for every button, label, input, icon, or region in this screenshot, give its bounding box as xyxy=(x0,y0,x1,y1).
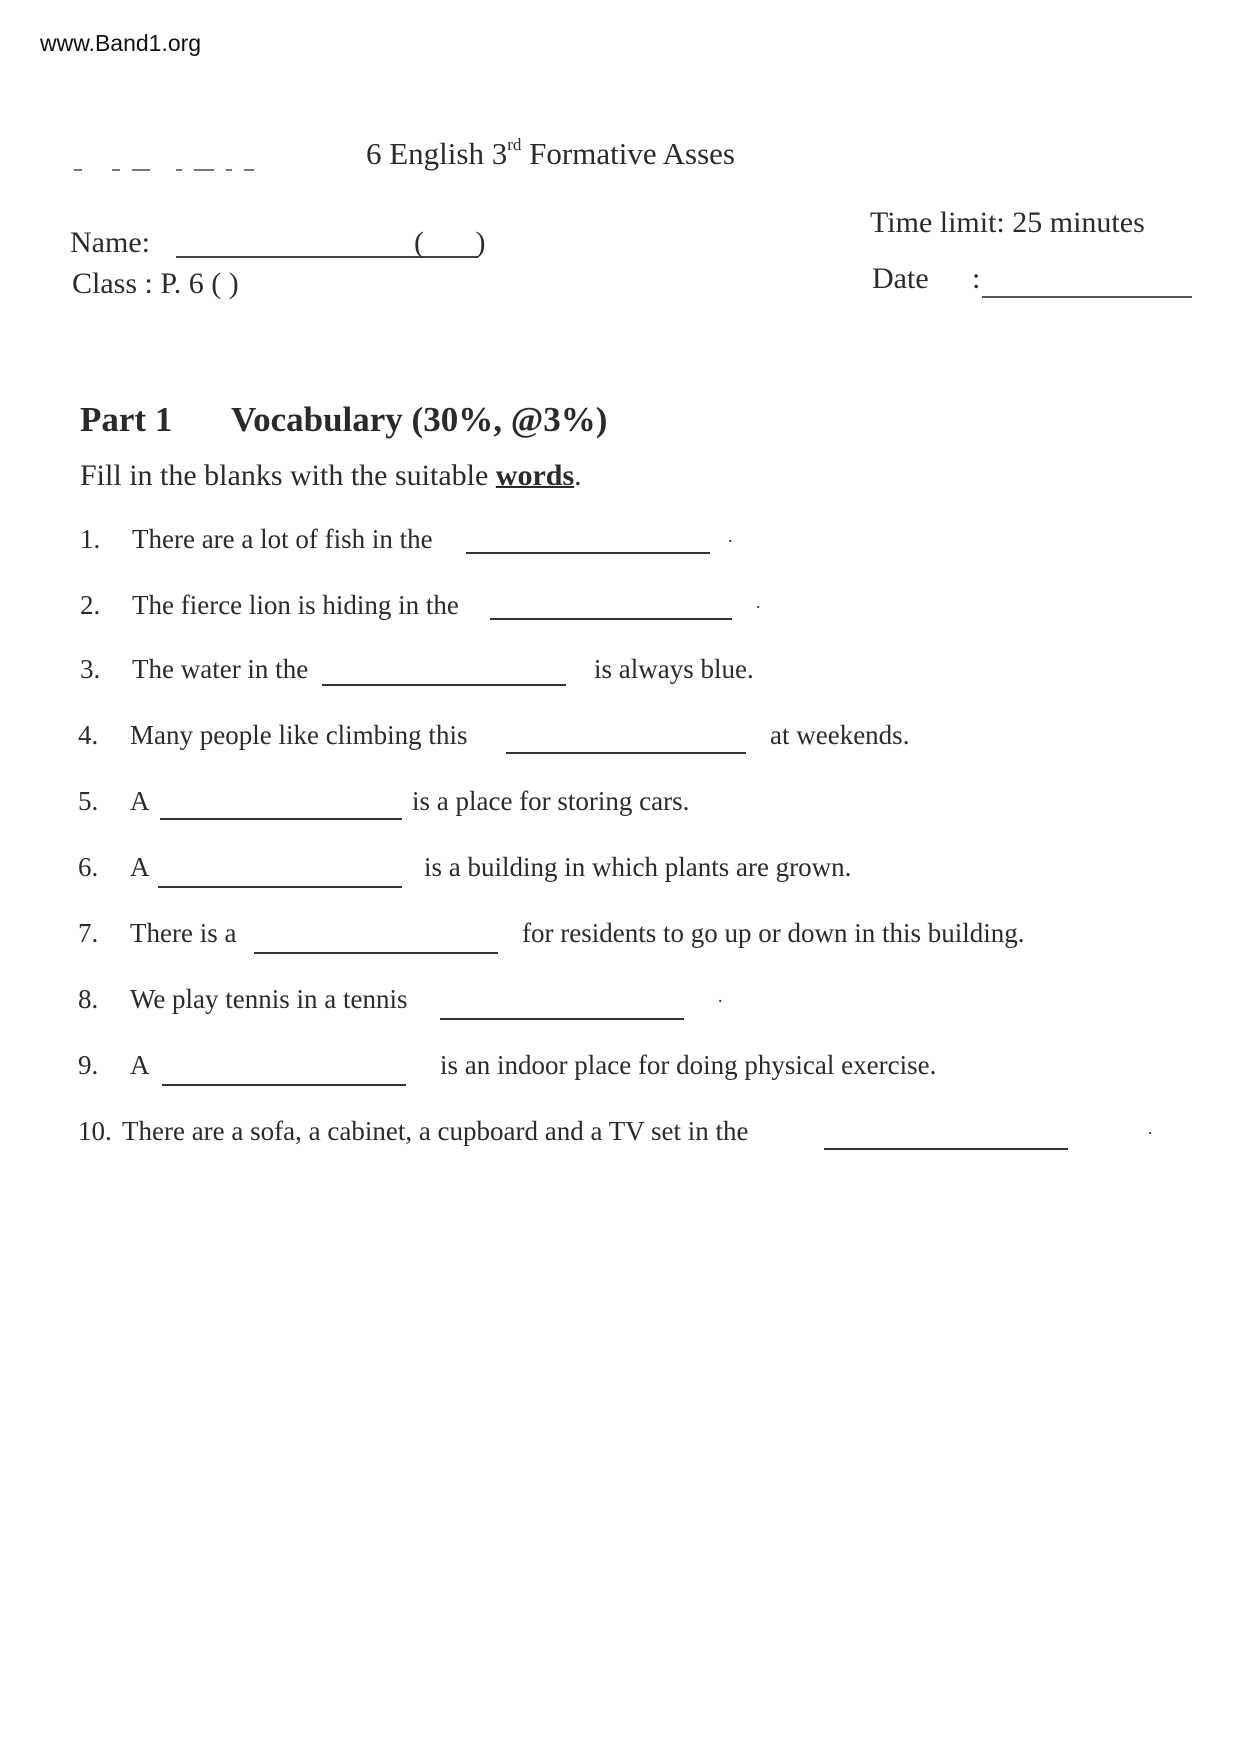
question-text-after: is always blue. xyxy=(594,654,754,684)
question-text-after: for residents to go up or down in this building. xyxy=(522,918,1025,948)
question-number: 4. xyxy=(78,720,99,750)
question-9 xyxy=(78,1050,1178,1090)
answer-blank[interactable] xyxy=(490,618,732,620)
question-number: 3. xyxy=(80,654,101,684)
question-2 xyxy=(80,590,1180,630)
website-watermark: www.Band1.org xyxy=(40,30,202,56)
part-label: Part 1 xyxy=(80,400,173,439)
question-3 xyxy=(80,654,1180,694)
question-number: 8. xyxy=(78,984,99,1014)
question-text: The fierce lion is hiding in the xyxy=(132,590,459,620)
answer-blank[interactable] xyxy=(440,1018,684,1020)
instruction-text: Fill in the blanks with the suitable xyxy=(80,459,496,492)
question-number: 7. xyxy=(78,918,99,948)
question-text: We play tennis in a tennis xyxy=(130,984,408,1014)
question-text-after: at weekends. xyxy=(770,720,910,750)
answer-blank[interactable] xyxy=(158,886,402,888)
answer-blank[interactable] xyxy=(466,552,710,554)
date-label: Date xyxy=(872,262,929,295)
title-superscript: rd xyxy=(507,135,522,154)
question-end-punct: . xyxy=(756,592,761,612)
question-text: There are a sofa, a cabinet, a cupboard and a TV set in the xyxy=(122,1116,749,1146)
question-text: A xyxy=(130,852,150,882)
question-text: A xyxy=(130,1050,150,1080)
question-end-punct: . xyxy=(718,986,723,1006)
question-text: There is a xyxy=(130,918,237,948)
question-number: 10. xyxy=(78,1116,112,1146)
question-number: 6. xyxy=(78,852,99,882)
answer-blank[interactable] xyxy=(162,1084,406,1086)
question-10 xyxy=(78,1116,1198,1156)
date-input-line[interactable] xyxy=(982,296,1192,298)
question-6 xyxy=(78,852,1178,892)
question-7 xyxy=(78,918,1178,958)
question-number: 5. xyxy=(78,786,99,816)
class-number-parens: ( ) xyxy=(414,226,508,259)
question-text: The water in the xyxy=(132,654,309,684)
time-limit: Time limit: 25 minutes xyxy=(870,206,1145,239)
scan-artifact-dashes xyxy=(74,169,254,171)
part-heading xyxy=(80,400,607,440)
name-label: Name: xyxy=(70,226,150,259)
question-text-after: is an indoor place for doing physical exercise. xyxy=(440,1050,937,1080)
question-4 xyxy=(78,720,1178,760)
answer-blank[interactable] xyxy=(824,1148,1068,1150)
question-number: 1. xyxy=(80,524,101,554)
question-8 xyxy=(78,984,1178,1024)
question-text-after: is a building in which plants are grown. xyxy=(424,852,852,882)
class-label: Class : P. 6 ( ) xyxy=(72,267,239,300)
question-1 xyxy=(80,524,1180,564)
question-text-after: is a place for storing cars. xyxy=(412,786,690,816)
question-end-punct: . xyxy=(1148,1118,1153,1138)
title-suffix: Formative Asses xyxy=(521,136,735,171)
title-prefix: 6 English 3 xyxy=(366,136,508,171)
question-text: A xyxy=(130,786,150,816)
question-number: 9. xyxy=(78,1050,99,1080)
answer-blank[interactable] xyxy=(160,818,402,820)
question-end-punct: . xyxy=(728,526,733,546)
instruction-emphasis: words xyxy=(495,459,575,492)
question-number: 2. xyxy=(80,590,101,620)
question-5 xyxy=(78,786,1178,826)
answer-blank[interactable] xyxy=(254,952,498,954)
document-title xyxy=(366,136,735,172)
instruction-period: . xyxy=(574,459,582,492)
date-colon: : xyxy=(972,262,981,295)
answer-blank[interactable] xyxy=(322,684,566,686)
instructions xyxy=(80,459,582,493)
question-text: Many people like climbing this xyxy=(130,720,468,750)
question-text: There are a lot of fish in the xyxy=(132,524,433,554)
section-title: Vocabulary (30%, @3%) xyxy=(231,400,608,439)
answer-blank[interactable] xyxy=(506,752,746,754)
